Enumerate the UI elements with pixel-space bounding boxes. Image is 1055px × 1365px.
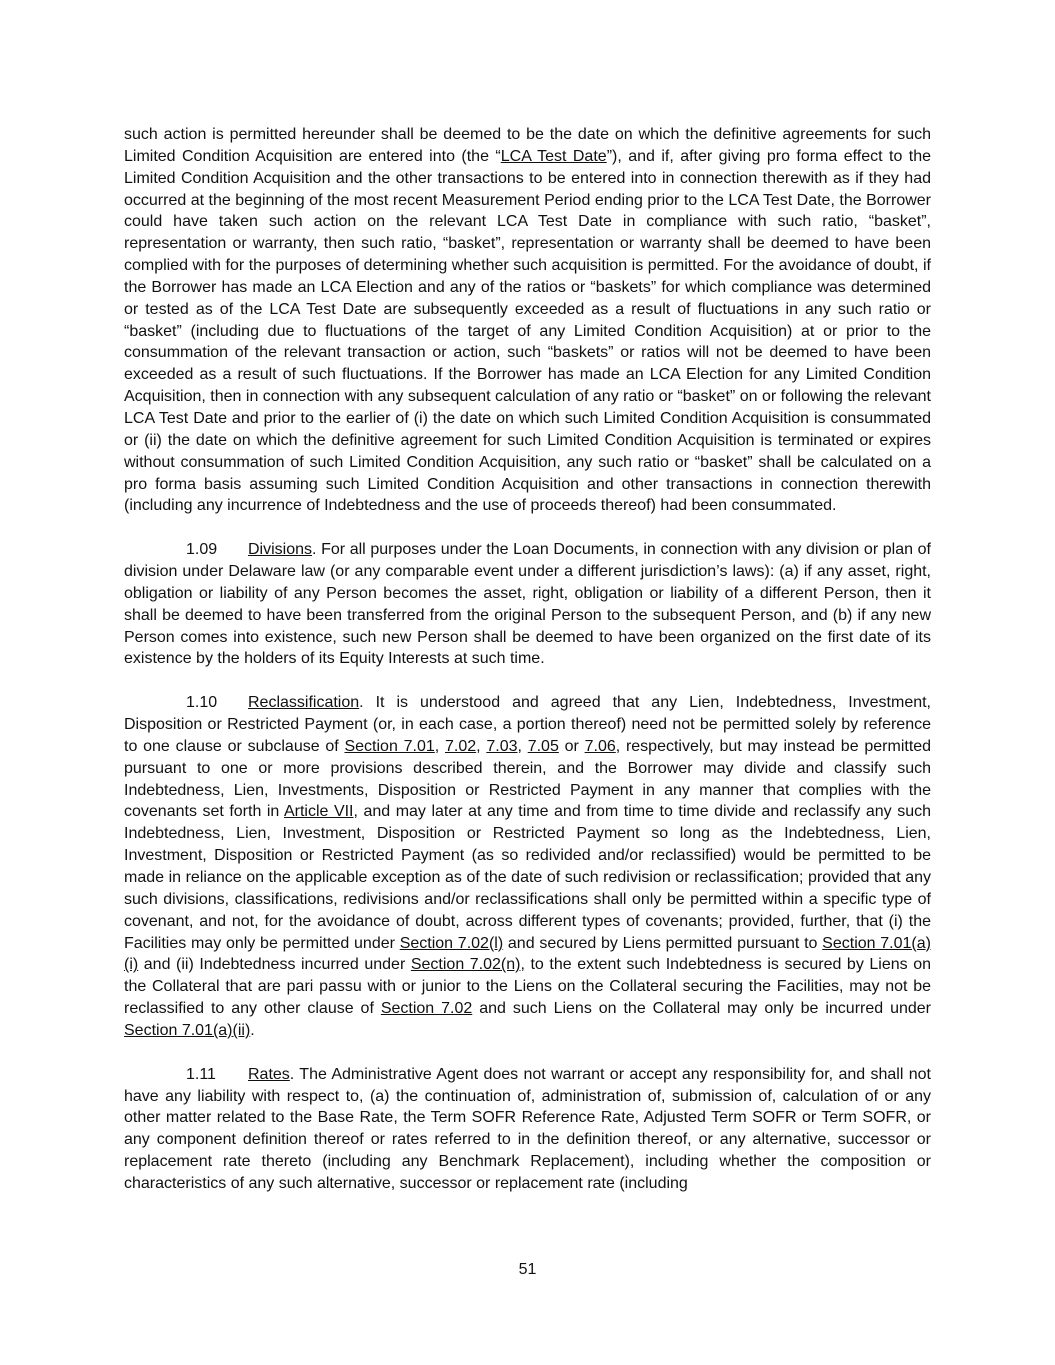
section-1-09: [124, 539, 931, 670]
ref-7-02: 7.02: [444, 737, 477, 755]
paragraph-lca-continuation: [124, 124, 931, 517]
section-1-10-text-3: , and may later at any time and from time to time divide and reclassify any such Indebtedness, Lien, Investment, Disposition or Restricted Payment so long as the Indebtedness, Lien, Investment, Disposition or Restricted Payment (as so redivided and/or reclassified) would be permitted to be made in reliance on the applicable exception as of the date of such redivision or reclassification; provided that any such divisions, classifications, redivisions and/or reclassifications shall only be permitted within a specific type of covenant, and not, for the avoidance of doubt, across different types of covenants; provided, further, that (i) the Facilities may only be permitted under: [124, 803, 932, 952]
ref-article-vii: Article VII: [283, 803, 354, 821]
ref-section-7-01-a-i: Section 7.01(a)(i): [124, 934, 931, 974]
ref-section-7-01: Section 7.01: [344, 737, 435, 755]
page-body: [124, 124, 931, 1195]
section-1-10-text-6: , to the extent such Indebtedness is secured by Liens on the Collateral that are pari passu with or junior to the Liens on the Collateral securing the Facilities, may not be reclassified to any other clause of: [124, 956, 932, 1018]
section-1-10-text-2: , respectively, but may instead be permitted pursuant to one or more provisions described therein, and the Borrower may divide and classify such Indebtedness, Lien, Investments, Disposition or Restricted Payment in any manner that complies with the covenants set forth in: [124, 737, 932, 821]
section-1-09-number: 1.09: [186, 541, 218, 559]
lca-test-date-term: LCA Test Date: [500, 147, 607, 165]
ref-7-05: 7.05: [527, 737, 559, 755]
ref-section-7-02-n: Section 7.02(n): [410, 956, 521, 974]
sep-3: ,: [517, 737, 528, 755]
section-1-10-text-4: and secured by Liens permitted pursuant to: [503, 934, 823, 952]
section-1-10-text-8: .: [250, 1021, 255, 1039]
section-1-10-text-7: and such Liens on the Collateral may only be incurred under: [472, 1000, 932, 1018]
section-1-10-number: 1.10: [186, 694, 218, 712]
section-1-10-text-1: . It is understood and agreed that any Lien, Indebtedness, Investment, Disposition or Restricted Payment (or, in each case, a portion thereof) need not be permitted solely by reference to one clause or subclause of: [124, 694, 931, 755]
section-1-09-text: . For all purposes under the Loan Documents, in connection with any division or plan of division under Delaware law (or any comparable event under a different jurisdiction’s laws): (a) if any asset, right, obligation or liability of any Person becomes the asset, right, obligation or liability of a different Person, then it shall be deemed to have been transferred from the original Person to the subsequent Person, and (b) if any new Person comes into existence, such new Person shall be deemed to have been organized on the first date of its existence by the holders of its Equity Interests at such time.: [124, 541, 931, 668]
lca-text-a: such action is permitted hereunder shall be deemed to be the date on which the definitive agreements for such Limited Condition Acquisition are entered into (the “: [124, 126, 931, 165]
ref-7-06: 7.06: [584, 737, 616, 755]
sep-1: ,: [434, 737, 445, 755]
ref-section-7-02-l: Section 7.02(l): [399, 934, 504, 952]
ref-section-7-01-a-ii: Section 7.01(a)(ii): [124, 1021, 251, 1039]
ref-section-7-02: Section 7.02: [380, 1000, 473, 1018]
lca-text-b: ”), and if, after giving pro forma effect to the Limited Condition Acquisition and the other transactions to be entered into in connection therewith as if they had occurred at the beginning of the most recent Measurement Period ending prior to the LCA Test Date, the Borrower could have taken such action on the relevant LCA Test Date in compliance with such ratio, “basket”, representation or warranty, then such ratio, “basket”, representation or warranty shall be deemed to have been complied with for the purposes of determining whether such acquisition is permitted. For the avoidance of doubt, if the Borrower has made an LCA Election and any of the ratios or “baskets” for which compliance was determined or tested as of the LCA Test Date are subsequently exceeded as a result of fluctuations in any such ratio or “basket” (including due to fluctuations of the target of any Limited Condition Acquisition) at or prior to the consummation of the relevant transaction or action, such “baskets” or ratios will not be deemed to have been exceeded as a result of such fluctuations. If the Borrower has made an LCA Election for any Limited Condition Acquisition, then in connection with any subsequent calculation of any ratio or “basket” on or following the relevant LCA Test Date and prior to the earlier of (i) the date on which such Limited Condition Acquisition is consummated or (ii) the date on which the definitive agreement for such Limited Condition Acquisition is terminated or expires without consummation of such Limited Condition Acquisition, any such ratio or “basket” shall be calculated on a pro forma basis assuming such Limited Condition Acquisition and other transactions in connection therewith (including any incurrence of Indebtedness and the use of proceeds thereof) had been consummated.: [124, 147, 932, 515]
section-1-10-text-5: and (ii) Indebtedness incurred under: [138, 956, 411, 974]
page-number: 51: [518, 1261, 537, 1278]
section-1-11-text: . The Administrative Agent does not warrant or accept any responsibility for, and shall not have any liability with respect to, (a) the continuation of, administration of, submission of, calculation of or any other matter related to the Base Rate, the Term SOFR Reference Rate, Adjusted Term SOFR or Term SOFR, or any component definition thereof or rates referred to in the definition thereof, or any alternative, successor or replacement rate thereto (including any Benchmark Replacement), including whether the composition or characteristics of any such alternative, successor or replacement rate (including: [124, 1065, 931, 1192]
sep-4: or: [558, 737, 585, 755]
ref-7-03: 7.03: [486, 737, 518, 755]
section-1-11-number: 1.11: [186, 1065, 216, 1083]
section-1-11: [124, 1064, 931, 1195]
section-1-10: [124, 692, 931, 1042]
sep-2: ,: [476, 737, 487, 755]
section-1-11-heading: Rates: [248, 1065, 290, 1083]
section-1-10-heading: Reclassification: [248, 694, 360, 712]
section-1-09-heading: Divisions: [248, 541, 313, 559]
